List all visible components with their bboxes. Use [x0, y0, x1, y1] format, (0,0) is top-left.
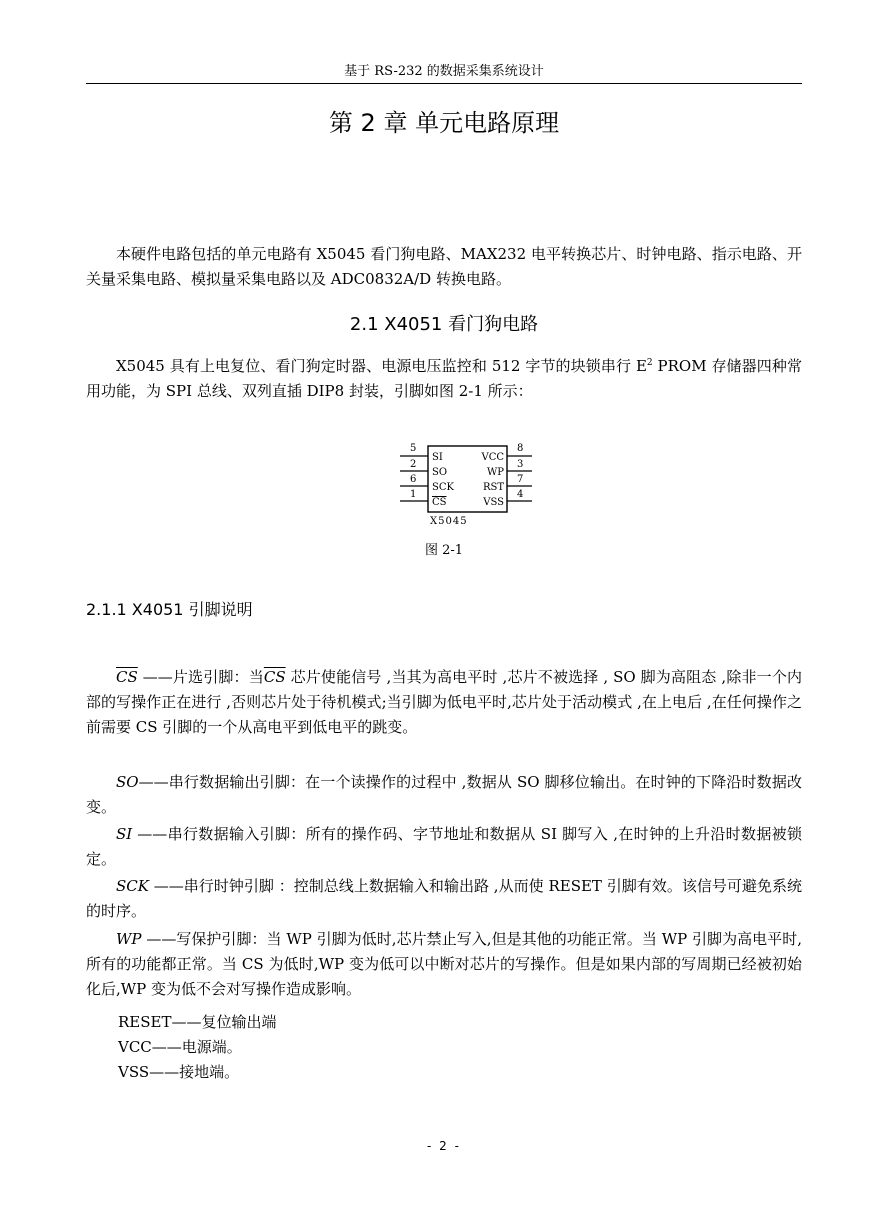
wp-text: ——写保护引脚：当 WP 引脚为低时,芯片禁止写入,但是其他的功能正常。当 WP 引脚为高电平时,所有的功能都正常。当 CS 为低时,WP 变为低可以中断对芯片的写操作。但是如果内部的写周期已经被初始化后,WP 变为低不会对写操作造成影响。	[86, 930, 802, 998]
pin-number-3: 3	[517, 459, 524, 470]
pin-number-7: 7	[517, 474, 524, 485]
chip-label: X5045	[430, 516, 468, 527]
cs-text-2: 芯片使能信号 ,当其为高电平时 ,芯片不被选择 , SO 脚为高阻态 ,除非一个内部的写操作正在进行 ,否则芯片处于待机模式;当引脚为低电平时,芯片处于活动模式 ,在上电后 ,在任何操作之前需要 CS 引脚的一个从高电平到低电平的跳变。	[86, 668, 802, 736]
x5045-pinout-diagram	[398, 440, 534, 528]
pin-name-wp: WP	[486, 467, 504, 478]
page-number: - 2 -	[427, 1139, 461, 1153]
vss-line: VSS——接地端。	[118, 1063, 240, 1081]
wp-pin-name: WP	[116, 930, 142, 948]
pin-name-si: SI	[432, 452, 443, 463]
so-pin-name: SO	[116, 773, 139, 791]
cs-pin-name-2: $\overline{CS}$	[263, 668, 286, 686]
si-pin-name: SI	[116, 825, 133, 843]
sck-pin-name: SCK	[116, 877, 149, 895]
pin-name-so: SO	[432, 467, 448, 478]
superscript-2: 2	[646, 358, 653, 368]
pin-name-cs: CS	[432, 497, 447, 508]
pin-name-rst: RST	[482, 482, 504, 493]
si-text: ——串行数据输入引脚：所有的操作码、字节地址和数据从 SI 脚写入 ,在时钟的上升沿时数据被锁定。	[86, 825, 802, 868]
section-2-1-paragraph	[86, 354, 802, 404]
pin-number-1: 1	[410, 489, 417, 500]
cs-text-1: ——片选引脚：当	[137, 668, 264, 686]
intro-paragraph: 本硬件电路包括的单元电路有 X5045 看门狗电路、MAX232 电平转换芯片、时钟电路、指示电路、开关量采集电路、模拟量采集电路以及 ADC0832A/D 转换电路。	[86, 245, 802, 288]
figure-caption: 图 2-1	[424, 543, 464, 558]
so-text: ——串行数据输出引脚：在一个读操作的过程中 ,数据从 SO 脚移位输出。在时钟的下降沿时数据改变。	[86, 773, 802, 816]
pin-number-6: 6	[410, 474, 417, 485]
section-2-1-text-b: PROM 存储器四种常用功能，为 SPI 总线、双列直插 DIP8 封装，引脚如图 2-1 所示：	[86, 357, 802, 400]
pin-name-vss: VSS	[483, 497, 504, 508]
section-2-1-text-a: X5045 具有上电复位、看门狗定时器、电源电压监控和 512 字节的块锁串行 E	[116, 357, 647, 375]
section-2-1-1-title: 2.1.1 X4051 引脚说明	[86, 600, 253, 619]
reset-line: RESET——复位输出端	[118, 1013, 277, 1031]
pin-name-vcc: VCC	[481, 452, 504, 463]
pin-number-4: 4	[517, 489, 524, 500]
pin-number-5: 5	[410, 443, 417, 454]
sck-text: ——串行时钟引脚 ：控制总线上数据输入和输出路 ,从而使 RESET 引脚有效。该信号可避免系统的时序。	[86, 877, 802, 920]
section-2-1-title: 2.1 X4051 看门狗电路	[349, 314, 539, 335]
header-rule	[86, 83, 802, 84]
cs-pin-name: $\overline{CS}$	[116, 668, 138, 686]
pin-number-8: 8	[517, 443, 524, 454]
running-header: 基于 RS-232 的数据采集系统设计	[344, 64, 544, 79]
pin-number-2: 2	[410, 459, 417, 470]
sck-paragraph	[86, 874, 802, 924]
cs-paragraph	[86, 665, 802, 740]
so-paragraph	[86, 770, 802, 820]
pin-name-sck: SCK	[432, 482, 454, 493]
wp-paragraph	[86, 927, 802, 1002]
vcc-line: VCC——电源端。	[118, 1038, 242, 1056]
chapter-title: 第 2 章 单元电路原理	[328, 109, 560, 137]
si-paragraph	[86, 822, 802, 872]
